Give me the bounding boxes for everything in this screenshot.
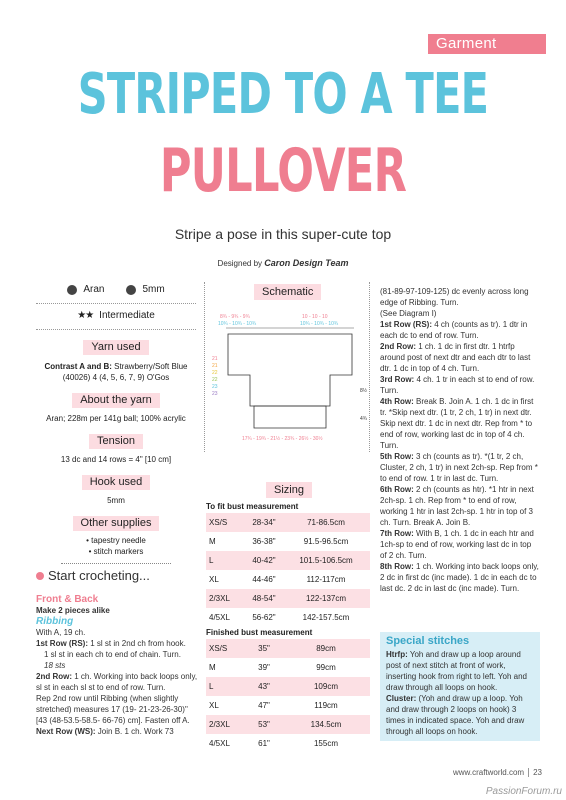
row-label: 2nd Row: [380, 342, 416, 351]
yarn-used-block [36, 340, 196, 383]
row-text: Break B. Join A. 1 ch. 1 dc in first tr. *Skip next dtr. (1 tr, 2 ch, 1 tr) in next dtr. Skip next dtr. 1 dc in next dtr. Rep from * to end of row, working last dc in top of 4 ch. Turn. [380, 397, 534, 450]
bullet-icon [36, 572, 44, 580]
table-cell: 122-137cm [282, 589, 370, 608]
table-cell: 35" [246, 639, 282, 658]
page-number: 23 [528, 768, 542, 777]
yarn-used-lead: Contrast A and B: [44, 362, 112, 371]
schematic-bottom: 17¾ - 19¾ - 21½ - 23¾ - 26½ - 30½ [242, 436, 323, 442]
row-label: 5th Row: [380, 452, 414, 461]
table-cell: 36-38" [246, 532, 282, 551]
front-back-heading: Front & Back [36, 594, 99, 605]
table-cell: XL [206, 696, 246, 715]
tension-block [36, 434, 196, 465]
right-instructions [380, 286, 540, 594]
page-title-line2: PULLOVER [159, 136, 407, 206]
table-cell: 43" [246, 677, 282, 696]
intro-text: (81-89-97-109-125) dc evenly across long edge of Ribbing. Turn. [380, 287, 529, 307]
next-row-label: Next Row (WS): [36, 727, 96, 736]
diagram-ref: (See Diagram I) [380, 309, 437, 318]
table-row [206, 658, 370, 677]
finished-table [206, 639, 370, 753]
sizing-heading: Sizing [266, 482, 312, 498]
cluster-label: Cluster: [386, 694, 417, 703]
yarn-used-text: Strawberry/Soft Blue (40026) 4 (4, 5, 6, 7, 9) O'Gos [62, 362, 188, 382]
left-instructions [36, 594, 200, 737]
table-row [206, 696, 370, 715]
table-cell: 2/3XL [206, 715, 246, 734]
designed-by-label: Designed by [217, 259, 263, 268]
supply-item: • stitch markers [88, 547, 144, 556]
yarn-ball-icon [67, 285, 77, 295]
table-cell: 91.5-96.5cm [282, 532, 370, 551]
rep-text: Rep 2nd row until Ribbing (when slightly stretched) measures 17 (19- 21-23-26-30)" [43 (48-53.5-58.5- 66-76) cm]. Fasten off A. [36, 694, 190, 725]
table-cell: 53" [246, 715, 282, 734]
row1-text: 1 sl st in 2nd ch from hook. [90, 639, 186, 648]
row-label: 3rd Row: [380, 375, 415, 384]
row1-text-b: 1 sl st in each ch to end of chain. Turn. [44, 650, 181, 659]
table-cell: L [206, 677, 246, 696]
table-cell: 39" [246, 658, 282, 677]
hook-used-heading: Hook used [82, 475, 151, 490]
schematic-outline [228, 334, 352, 406]
table-row [206, 570, 370, 589]
difficulty: Intermediate [99, 310, 155, 321]
table-cell: 2/3XL [206, 589, 246, 608]
designer-name: Caron Design Team [264, 258, 349, 268]
table-row [206, 589, 370, 608]
table-cell: 40-42" [246, 551, 282, 570]
next-row-text: Join B. 1 ch. Work 73 [97, 727, 174, 736]
other-supplies-heading: Other supplies [73, 516, 160, 531]
row-text: 3 ch (counts as tr). *(1 tr, 2 ch, Cluster, 2 ch, 1 tr) in next 2ch-sp. Rep from * to end of row. 1 tr in last dc. Turn. [380, 452, 538, 483]
table-cell: 142-157.5cm [282, 608, 370, 627]
tension-text: 13 dc and 14 rows = 4" [10 cm] [60, 455, 172, 464]
table-cell: 61" [246, 734, 282, 753]
table-cell: 99cm [282, 658, 370, 677]
schematic-right-a: 8½ [360, 388, 367, 394]
table-row [206, 639, 370, 658]
table-row [206, 551, 370, 570]
fit-table-title: To fit bust measurement [206, 502, 299, 511]
table-row [206, 715, 370, 734]
row1-label: 1st Row (RS): [36, 639, 88, 648]
tension-heading: Tension [89, 434, 143, 449]
schematic-top-left: 8¾ - 9¾ - 9¾ [220, 314, 250, 320]
about-yarn-text: Aran; 228m per 141g ball; 100% acrylic [46, 414, 186, 423]
special-stitches-heading: Special stitches [386, 635, 470, 647]
table-cell: 112-117cm [282, 570, 370, 589]
row1-count: 18 sts [44, 661, 66, 670]
with-a: With A, 19 ch. [36, 628, 86, 637]
fit-table-block [206, 500, 370, 627]
htrfp-text: Yoh and draw up a loop around post of next stitch at front of work, inserting hook from right to left. Yoh and draw through all loops on hook. [386, 650, 527, 692]
schematic-left-2: 21 [212, 363, 218, 369]
schematic-left-1: 21 [212, 356, 218, 362]
make-pieces: Make 2 pieces alike [36, 606, 110, 615]
start-heading-text: Start crocheting... [48, 568, 150, 583]
hook-size: 5mm [142, 284, 165, 295]
other-supplies-block [36, 516, 196, 557]
row-text: 1 ch. Working into back loops only, 2 dc in first dc (inc made). 1 dc in each dc to last dc. 2 dc in last dc (inc made). Turn. [380, 562, 539, 593]
htrfp-label: Htrfp: [386, 650, 408, 659]
table-row [206, 513, 370, 532]
yarn-used-heading: Yarn used [83, 340, 148, 355]
row-text: With B, 1 ch. 1 dc in each htr and 1ch-sp to end of row, working last dc in top of 2 ch. Turn. [380, 529, 534, 560]
schematic-left-6: 23 [212, 391, 218, 397]
row-label: 6th Row: [380, 485, 414, 494]
hook-used-block [36, 475, 196, 506]
table-cell: L [206, 551, 246, 570]
fit-table [206, 513, 370, 627]
hook-icon [126, 285, 136, 295]
schematic-heading-wrap [254, 284, 321, 300]
table-cell: XL [206, 570, 246, 589]
row-text: 2 ch (counts as htr). *1 htr in next 2ch-sp. 1 ch. Rep from * to end of row, working 1 htr in last 2ch-sp. 1 htr in top of 3 ch. Turn. Break A. Join B. [380, 485, 534, 527]
supply-item: • tapestry needle [86, 536, 146, 545]
table-cell: 47" [246, 696, 282, 715]
schematic-top-right2: 10¾ - 10¾ - 10¾ [300, 321, 339, 327]
schematic-top-right: 10 - 10 - 10 [302, 314, 328, 320]
about-yarn-heading: About the yarn [72, 393, 160, 408]
table-cell: 4/5XL [206, 734, 246, 753]
table-row [206, 734, 370, 753]
row2-label: 2nd Row: [36, 672, 72, 681]
schematic-top-left2: 10¾ - 10¾ - 10¾ [218, 321, 257, 327]
schematic-diagram [206, 300, 370, 450]
finished-table-block [206, 626, 370, 753]
table-cell: XS/S [206, 639, 246, 658]
table-row [206, 532, 370, 551]
row-label: 8th Row: [380, 562, 414, 571]
table-cell: M [206, 532, 246, 551]
table-row [206, 677, 370, 696]
subtitle: Stripe a pose in this super-cute top [174, 226, 392, 242]
page-title: STRIPED TO A TEE [77, 62, 489, 127]
section-tab: Garment [428, 34, 546, 54]
table-cell: 56-62" [246, 608, 282, 627]
table-cell: 44-46" [246, 570, 282, 589]
table-cell: 119cm [282, 696, 370, 715]
table-row [206, 608, 370, 627]
cluster-text: (Yoh and draw up a loop. Yoh and draw through 2 loops on hook) 3 times in indicated space. Yoh and draw through all loops on hook. [386, 694, 525, 736]
table-cell: 48-54" [246, 589, 282, 608]
table-cell: 101.5-106.5cm [282, 551, 370, 570]
hook-used-text: 5mm [107, 496, 125, 505]
table-cell: 4/5XL [206, 608, 246, 627]
schematic-right-b: 4¾ [360, 416, 367, 422]
row-text: 4 ch. 1 tr in each st to end of row. Turn. [380, 375, 535, 395]
row-text: 4 ch (counts as tr). 1 dtr in each dc to end of row. Turn. [380, 320, 528, 340]
schematic-ribbing [254, 406, 326, 428]
schematic-left-5: 23 [212, 384, 218, 390]
special-stitches-box [380, 632, 540, 741]
schematic-heading: Schematic [254, 284, 321, 300]
row-label: 4th Row: [380, 397, 414, 406]
row-label: 7th Row: [380, 529, 414, 538]
start-crocheting-heading [36, 568, 206, 583]
finished-table-title: Finished bust measurement [206, 628, 313, 637]
schematic-left-3: 22 [212, 370, 218, 376]
yarn-hook-row [36, 284, 196, 295]
table-cell: 134.5cm [282, 715, 370, 734]
table-cell: 89cm [282, 639, 370, 658]
about-yarn-block [36, 393, 196, 424]
table-cell: 155cm [282, 734, 370, 753]
table-cell: 28-34" [246, 513, 282, 532]
ribbing-heading: Ribbing [36, 616, 74, 627]
star-icon: ★★ [77, 310, 94, 321]
table-cell: 109cm [282, 677, 370, 696]
row2-text: 1 ch. Working into back loops only, sl st in each sl st to end of row. Turn. [36, 672, 198, 692]
page-footer [453, 768, 542, 777]
designer-credit [0, 258, 566, 268]
row-text: 1 ch. 1 dc in first dtr. 1 htrfp around post of next dtr and each dtr to last dtr. 1 dc in top of 4 ch. Turn. [380, 342, 531, 373]
sizing-heading-wrap [266, 482, 312, 498]
footer-url[interactable]: www.craftworld.com [452, 768, 525, 777]
watermark: PassionForum.ru [485, 786, 562, 797]
table-cell: 71-86.5cm [282, 513, 370, 532]
schematic-left-4: 22 [212, 377, 218, 383]
row-label: 1st Row (RS): [380, 320, 432, 329]
left-column [36, 282, 196, 564]
yarn-weight: Aran [83, 284, 105, 295]
table-cell: XS/S [206, 513, 246, 532]
difficulty-row [36, 310, 196, 321]
table-cell: M [206, 658, 246, 677]
